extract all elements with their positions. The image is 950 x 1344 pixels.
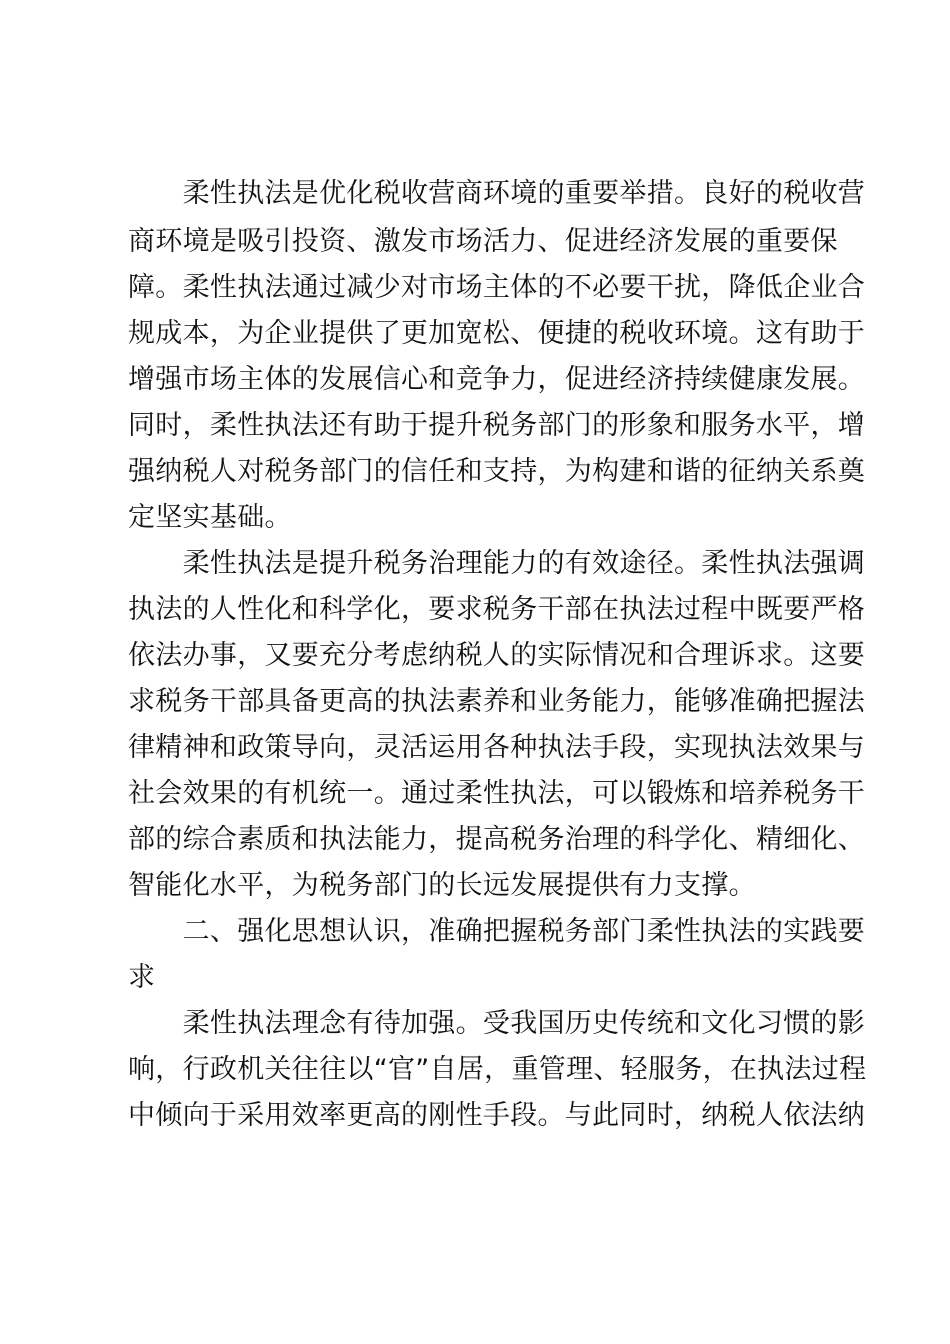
paragraph-line: 定坚实基础。 <box>128 502 292 533</box>
section-heading-line: 二、强化思想认识，准确把握税务部门柔性执法的实践要 <box>128 916 866 947</box>
paragraph-line: 社会效果的有机统一。通过柔性执法，可以锻炼和培养税务干 <box>128 778 866 809</box>
paragraph-line: 智能化水平，为税务部门的长远发展提供有力支撑。 <box>128 870 756 901</box>
paragraph-line: 柔性执法理念有待加强。受我国历史传统和文化习惯的影 <box>128 1008 866 1039</box>
paragraph-line: 商环境是吸引投资、激发市场活力、促进经济发展的重要保 <box>128 226 838 257</box>
paragraph-line: 同时，柔性执法还有助于提升税务部门的形象和服务水平，增 <box>128 410 866 441</box>
paragraph-line: 依法办事，又要充分考虑纳税人的实际情况和合理诉求。这要 <box>128 640 866 671</box>
paragraph-line: 柔性执法是提升税务治理能力的有效途径。柔性执法强调 <box>128 548 866 579</box>
paragraph-line: 响，行政机关往往以“官”自居，重管理、轻服务，在执法过程 <box>128 1054 867 1085</box>
paragraph-line: 强纳税人对税务部门的信任和支持，为构建和谐的征纳关系奠 <box>128 456 866 487</box>
paragraph-line: 求税务干部具备更高的执法素养和业务能力，能够准确把握法 <box>128 686 866 717</box>
section-heading-line: 求 <box>128 962 156 993</box>
paragraph-line: 规成本，为企业提供了更加宽松、便捷的税收环境。这有助于 <box>128 318 866 349</box>
paragraph-line: 执法的人性化和科学化，要求税务干部在执法过程中既要严格 <box>128 594 866 625</box>
paragraph-line: 增强市场主体的发展信心和竞争力，促进经济持续健康发展。 <box>128 364 866 395</box>
paragraph-line: 中倾向于采用效率更高的刚性手段。与此同时，纳税人依法纳 <box>128 1100 866 1131</box>
paragraph-line: 柔性执法是优化税收营商环境的重要举措。良好的税收营 <box>128 178 866 209</box>
paragraph-line: 部的综合素质和执法能力，提高税务治理的科学化、精细化、 <box>128 824 866 855</box>
paragraph-line: 律精神和政策导向，灵活运用各种执法手段，实现执法效果与 <box>128 732 866 763</box>
paragraph-line: 障。柔性执法通过减少对市场主体的不必要干扰，降低企业合 <box>128 272 866 303</box>
